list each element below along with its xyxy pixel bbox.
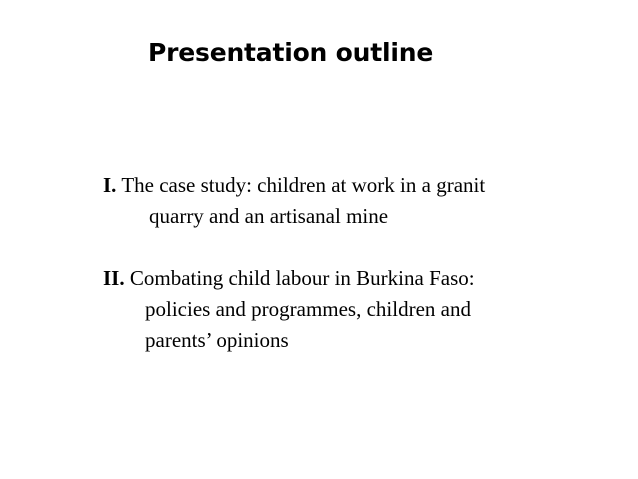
outline-item-2-line-1 bbox=[103, 263, 603, 294]
outline-item-2-text-line-1: Combating child labour in Burkina Faso: bbox=[129, 266, 475, 290]
outline-item-1-numeral: I. bbox=[103, 173, 117, 197]
outline-item-1-text-line-1: The case study: children at work in a granit bbox=[121, 173, 486, 197]
outline-item-1 bbox=[103, 170, 603, 232]
outline-item-2-numeral: II. bbox=[103, 266, 125, 290]
outline-item-2-text-line-3: parents’ opinions bbox=[145, 328, 289, 352]
outline-item-1-line-1 bbox=[103, 170, 603, 201]
outline-item-2 bbox=[103, 263, 603, 356]
slide-title: Presentation outline bbox=[148, 38, 434, 67]
outline-item-1-text-line-2: quarry and an artisanal mine bbox=[149, 204, 389, 228]
outline-item-2-text-line-2: policies and programmes, children and bbox=[145, 297, 471, 321]
